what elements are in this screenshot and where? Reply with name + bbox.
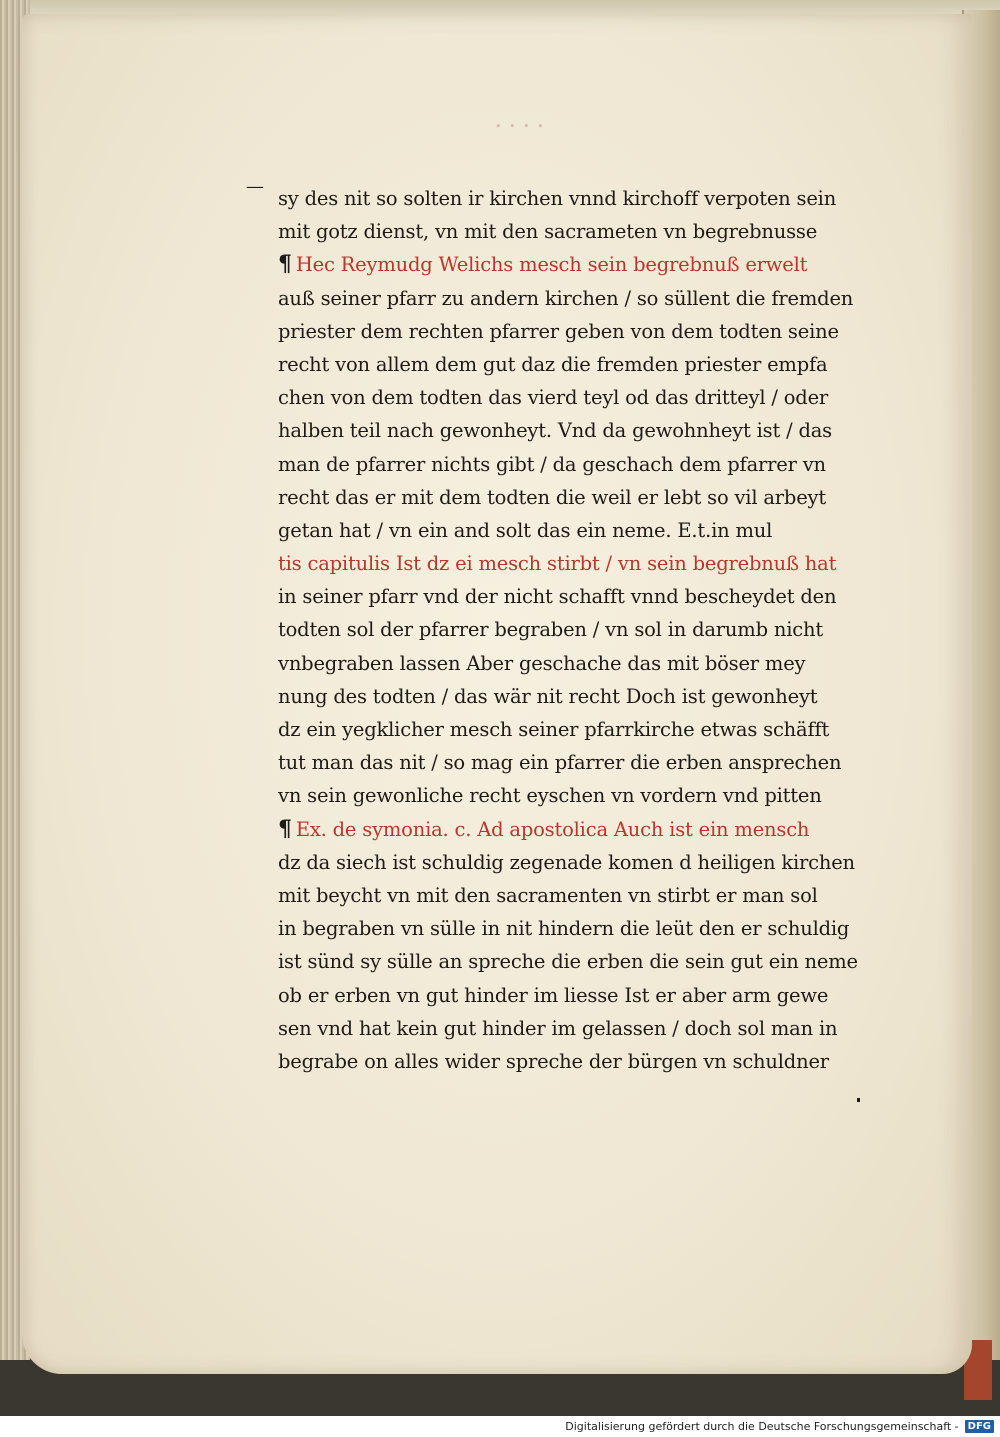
- text-line: auß seiner pfarr zu andern kirchen / so süllent die fremden: [278, 286, 854, 310]
- pilcrow-icon: ¶: [278, 251, 292, 278]
- text-line: nung des todten / das wär nit recht Doch ist gewonheyt: [278, 684, 818, 708]
- text-line: ist sünd sy sülle an spreche die erben die sein gut ein neme: [278, 950, 858, 974]
- text-line: mit gotz dienst, vn mit den sacrameten vn begrebnusse: [278, 220, 818, 244]
- text-line: recht von allem dem gut daz die fremden priester empfa: [278, 352, 828, 376]
- dfg-logo-icon[interactable]: DFG: [965, 1420, 994, 1433]
- text-line: in seiner pfarr vnd der nicht schafft vnnd bescheydet den: [278, 585, 837, 609]
- text-line: halben teil nach gewonheyt. Vnd da gewohnheyt ist / das: [278, 419, 832, 443]
- text-block: [278, 182, 890, 1078]
- pilcrow-icon: ¶: [278, 815, 292, 842]
- text-line: tis capitulis Ist dz ei mesch stirbt / vn sein begrebnuß hat: [278, 552, 837, 576]
- text-line: todten sol der pfarrer begraben / vn sol in darumb nicht: [278, 618, 823, 642]
- text-line: in begraben vn sülle in nit hindern die leüt den er schuldig: [278, 917, 850, 941]
- margin-mark: —: [246, 176, 264, 197]
- text-line: tut man das nit / so mag ein pfarrer die erben ansprechen: [278, 751, 842, 775]
- text-line: chen von dem todten das vierd teyl od das dritteyl / oder: [278, 386, 829, 410]
- text-line: begrabe on alles wider spreche der bürgen vn schuldner: [278, 1049, 829, 1073]
- text-line: dz ein yegklicher mesch seiner pfarrkirche etwas schäfft: [278, 718, 830, 741]
- text-line: ¶ Hec Reymudg Welichs mesch sein begrebnuß erwelt: [278, 251, 808, 278]
- text-line: vnbegraben lassen Aber geschache das mit böser mey: [278, 651, 806, 675]
- text-line: recht das er mit dem todten die weil er lebt so vil arbeyt: [278, 485, 826, 509]
- text-line: priester dem rechten pfarrer geben von dem todten seine: [278, 319, 839, 343]
- text-line: sen vnd hat kein gut hinder im gelassen / doch sol man in: [278, 1016, 838, 1040]
- text-line: ob er erben vn gut hinder im liesse Ist er aber arm gewe: [278, 983, 829, 1007]
- text-line: mit beycht vn mit den sacramenten vn stirbt er man sol: [278, 883, 818, 907]
- faint-header: • • • •: [495, 120, 546, 133]
- footer-bar: [0, 1416, 1000, 1437]
- text-line: dz da siech ist schuldig zegenade komen d heiligen kirchen: [278, 850, 855, 874]
- text-line: ¶ Ex. de symonia. c. Ad apostolica Auch ist ein mensch: [278, 815, 810, 842]
- text-line: vn sein gewonliche recht eyschen vn vordern vnd pitten: [278, 784, 822, 808]
- ink-dot: [857, 1098, 860, 1102]
- text-line: sy des nit so solten ir kirchen vnnd kirchoff verpoten sein: [278, 187, 837, 210]
- text-line: man de pfarrer nichts gibt / da geschach dem pfarrer vn: [278, 452, 826, 476]
- text-line: getan hat / vn ein and solt das ein neme. E.t.in mul: [278, 518, 773, 542]
- footer-credit: Digitalisierung gefördert durch die Deutsche Forschungsgemeinschaft -: [565, 1420, 959, 1433]
